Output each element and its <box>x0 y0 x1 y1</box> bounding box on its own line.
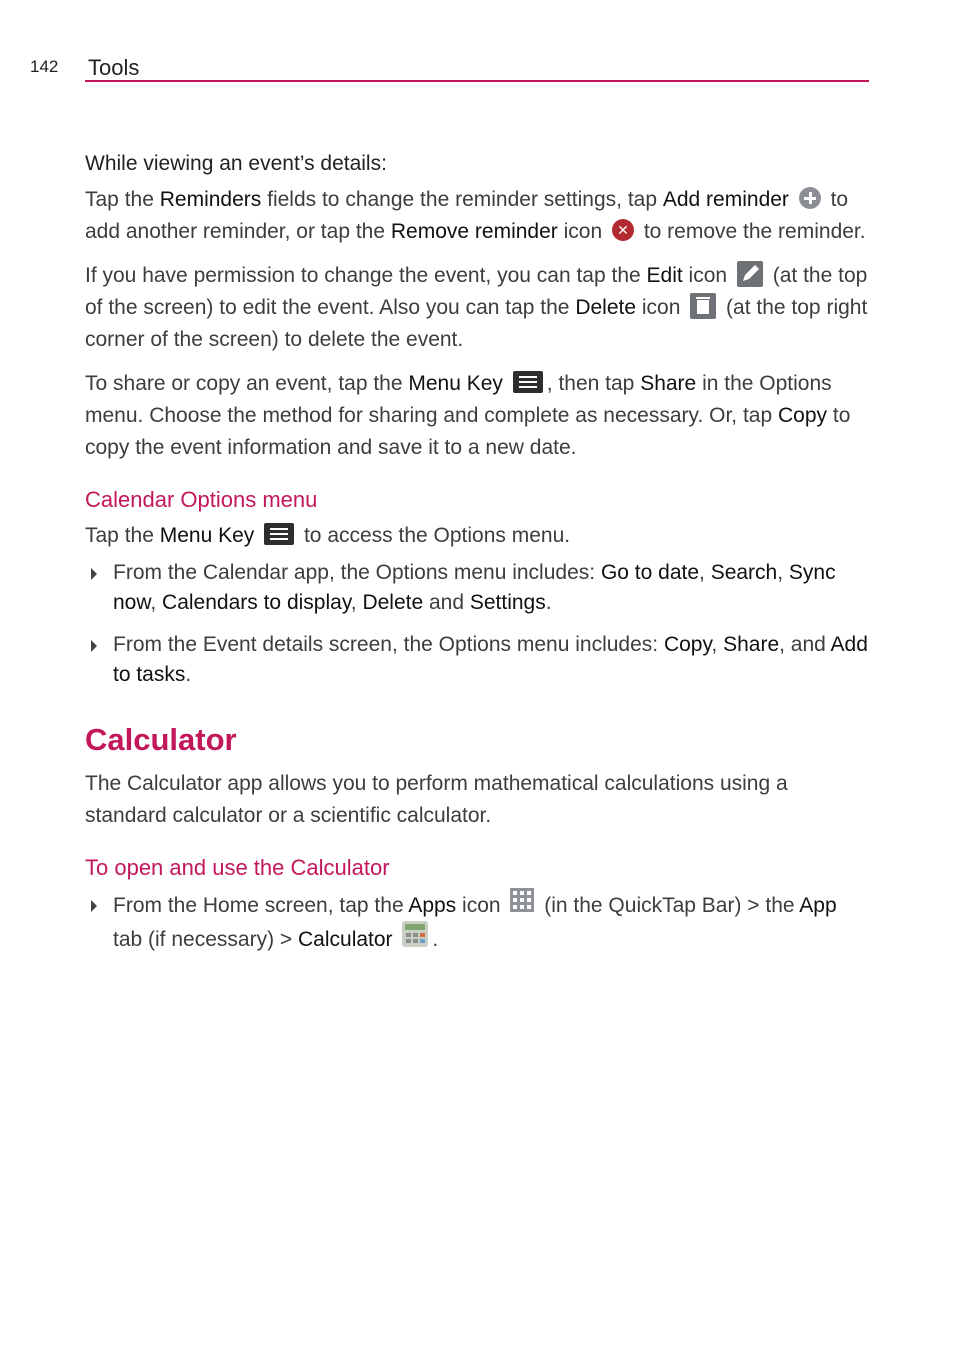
list-item: From the Home screen, tap the Apps icon (in the QuickTap Bar) > the App tab (if necessary) > Calculator . <box>85 890 871 958</box>
bullet-arrow-icon <box>91 900 97 912</box>
remove-circle-icon: ✕ <box>612 219 634 241</box>
event-details-heading: While viewing an event’s details: <box>85 152 387 175</box>
options-intro: Tap the Menu Key to access the Options menu. <box>85 524 571 547</box>
apps-grid-icon <box>510 888 534 921</box>
calculator-description: The Calculator app allows you to perform mathematical calculations using a standard calculator or a scientific calculator. <box>85 772 788 827</box>
section-title: Tools <box>88 55 140 80</box>
bullet-arrow-icon <box>91 568 97 580</box>
trash-icon <box>690 293 716 319</box>
calculator-app-icon <box>402 921 428 956</box>
list-item: From the Event details screen, the Options menu includes: Copy, Share, and Add to tasks. <box>85 630 871 690</box>
edit-delete-paragraph: If you have permission to change the event, you can tap the Edit icon (at the top of the screen) to edit the event. Also you can tap the Delete icon (at the top right corner of the screen) to delete the event. <box>85 260 871 356</box>
menu-key-icon <box>264 523 294 545</box>
menu-key-icon <box>513 371 543 393</box>
add-circle-icon <box>799 187 821 209</box>
header-divider <box>85 80 869 82</box>
page-number: 142 <box>30 57 59 76</box>
list-item: From the Calendar app, the Options menu includes: Go to date, Search, Sync now, Calendars to display, Delete and Settings. <box>85 558 871 618</box>
calculator-heading: Calculator <box>85 722 237 757</box>
page-content <box>85 148 871 958</box>
pencil-icon <box>737 261 763 287</box>
reminders-paragraph: Tap the Reminders fields to change the reminder settings, tap Add reminder to add another reminder, or tap the Remove reminder icon ✕ to remove the reminder. <box>85 188 866 243</box>
open-calculator-heading: To open and use the Calculator <box>85 855 390 880</box>
calendar-options-heading: Calendar Options menu <box>85 487 318 512</box>
share-copy-paragraph: To share or copy an event, tap the Menu Key , then tap Share in the Options menu. Choose the method for sharing and complete as necessary. Or, tap Copy to copy the event information and save it to a new date. <box>85 372 851 459</box>
bullet-arrow-icon <box>91 640 97 652</box>
